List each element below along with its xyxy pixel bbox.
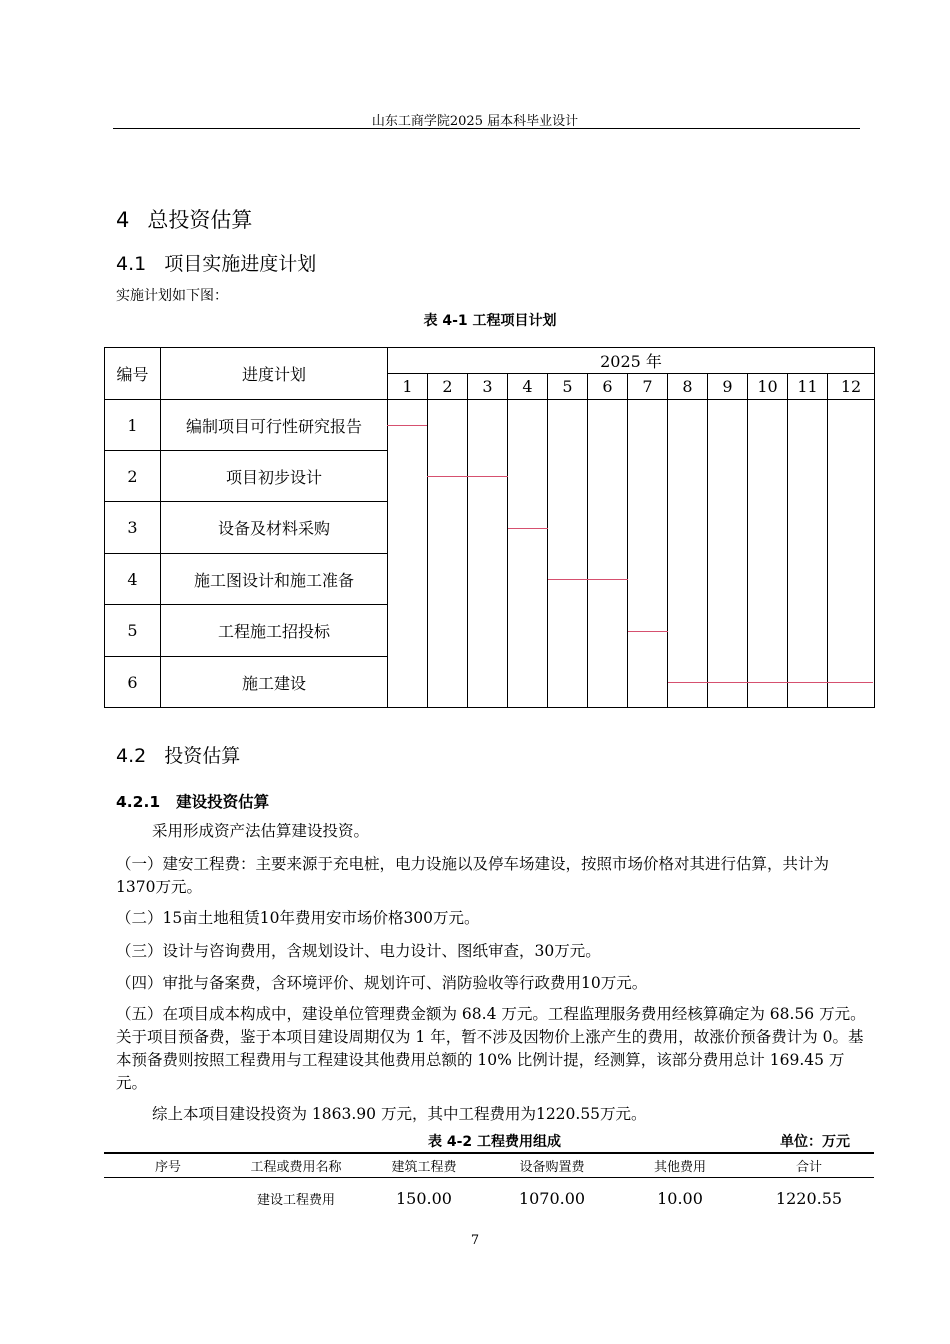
subsection-heading-4-1 bbox=[116, 249, 316, 276]
table2-caption: 表 4-2 工程费用组成 bbox=[428, 1134, 562, 1150]
row-number: 1 bbox=[105, 400, 161, 451]
table-row bbox=[105, 400, 875, 451]
paragraph: （一）建安工程费：主要来源于充电桩，电力设施以及停车场建设，按照市场价格对其进行估算，共计为1370万元。 bbox=[116, 855, 830, 896]
month-header: 5 bbox=[548, 374, 588, 400]
row-task: 设备及材料采购 bbox=[161, 502, 388, 554]
page-number: 7 bbox=[470, 1233, 480, 1248]
row-number: 5 bbox=[105, 605, 161, 657]
year-header: 2025 年 bbox=[388, 348, 875, 374]
row-task: 编制项目可行性研究报告 bbox=[161, 400, 388, 451]
row-task: 项目初步设计 bbox=[161, 451, 388, 502]
cell-no bbox=[104, 1178, 232, 1219]
row-task: 施工图设计和施工准备 bbox=[161, 554, 388, 605]
table1-caption: 表 4-1 工程项目计划 bbox=[423, 313, 557, 329]
month-header: 2 bbox=[428, 374, 468, 400]
subsubsection-number: 4.2.1 bbox=[116, 793, 161, 811]
section-number: 4 bbox=[116, 208, 130, 232]
cost-table bbox=[104, 1152, 874, 1218]
cell-equip: 1070.00 bbox=[518, 1188, 586, 1208]
cell-total: 1220.55 bbox=[775, 1188, 843, 1208]
col-header: 设备购置费 bbox=[488, 1153, 616, 1178]
gantt-bar bbox=[548, 579, 628, 580]
gantt-bar bbox=[508, 528, 548, 529]
row-number: 4 bbox=[105, 554, 161, 605]
header-rule bbox=[113, 128, 860, 129]
row-number: 2 bbox=[105, 451, 161, 502]
month-header: 6 bbox=[588, 374, 628, 400]
subsubsection-heading bbox=[116, 790, 269, 812]
paragraph: （四）审批与备案费，含环境评价、规划许可、消防验收等行政费用10万元。 bbox=[116, 974, 648, 992]
col-header-plan: 进度计划 bbox=[161, 348, 388, 400]
month-header: 8 bbox=[668, 374, 708, 400]
schedule-table bbox=[104, 347, 875, 708]
month-header: 1 bbox=[388, 374, 428, 400]
month-header: 3 bbox=[468, 374, 508, 400]
subsection-number: 4.1 bbox=[116, 253, 147, 275]
subsection-number: 4.2 bbox=[116, 745, 147, 767]
paragraph: （二）15亩土地租赁10年费用安市场价格300万元。 bbox=[116, 909, 480, 927]
subsubsection-title: 建设投资估算 bbox=[176, 793, 270, 811]
table-row bbox=[104, 1178, 874, 1219]
gantt-bar bbox=[628, 631, 668, 632]
subsection-title: 投资估算 bbox=[164, 745, 241, 767]
cell-other: 10.00 bbox=[657, 1188, 703, 1208]
row-number: 6 bbox=[105, 657, 161, 708]
col-header: 合计 bbox=[744, 1153, 874, 1178]
col-header: 工程或费用名称 bbox=[232, 1153, 360, 1178]
page-header: 山东工商学院2025 届本科毕业设计 bbox=[371, 114, 579, 129]
row-number: 3 bbox=[105, 502, 161, 554]
month-header: 10 bbox=[748, 374, 788, 400]
subsection-heading-4-2 bbox=[116, 741, 240, 768]
subsection-title: 项目实施进度计划 bbox=[164, 253, 317, 275]
row-task: 工程施工招投标 bbox=[161, 605, 388, 657]
col-header-no: 编号 bbox=[105, 348, 161, 400]
table2-unit: 单位：万元 bbox=[780, 1134, 850, 1150]
row-task: 施工建设 bbox=[161, 657, 388, 708]
gantt-bar bbox=[427, 476, 507, 477]
month-header: 12 bbox=[828, 374, 875, 400]
cell-build: 150.00 bbox=[396, 1188, 452, 1208]
paragraph: 采用形成资产法估算建设投资。 bbox=[152, 822, 370, 840]
col-header: 其他费用 bbox=[616, 1153, 744, 1178]
paragraph: （三）设计与咨询费用，含规划设计、电力设计、图纸审查，30万元。 bbox=[116, 942, 601, 960]
month-header: 11 bbox=[788, 374, 828, 400]
month-header: 4 bbox=[508, 374, 548, 400]
cell-name: 建设工程费用 bbox=[256, 1192, 335, 1208]
col-header: 建筑工程费 bbox=[360, 1153, 488, 1178]
intro-text: 实施计划如下图： bbox=[116, 288, 228, 304]
col-header: 序号 bbox=[104, 1153, 232, 1178]
gantt-bar bbox=[668, 682, 873, 683]
month-header: 7 bbox=[628, 374, 668, 400]
month-header: 9 bbox=[708, 374, 748, 400]
gantt-bar bbox=[387, 425, 427, 426]
section-title: 总投资估算 bbox=[147, 208, 253, 232]
paragraph: 综上本项目建设投资为 1863.90 万元，其中工程费用为1220.55万元。 bbox=[152, 1105, 647, 1123]
section-heading bbox=[116, 204, 252, 234]
paragraph: （五）在项目成本构成中，建设单位管理费金额为 68.4 万元。工程监理服务费用经核算确定为 68.56 万元。关于项目预备费，鉴于本项目建设周期仅为 1 年，暂不涉及因物价上涨产生的费用，故涨价预备费计为 0。基本预备费则按照工程费用与工程建设其他费用总额的 10% 比例计提，经测算，该部分费用总计 169.45 万元。 bbox=[116, 1005, 866, 1092]
